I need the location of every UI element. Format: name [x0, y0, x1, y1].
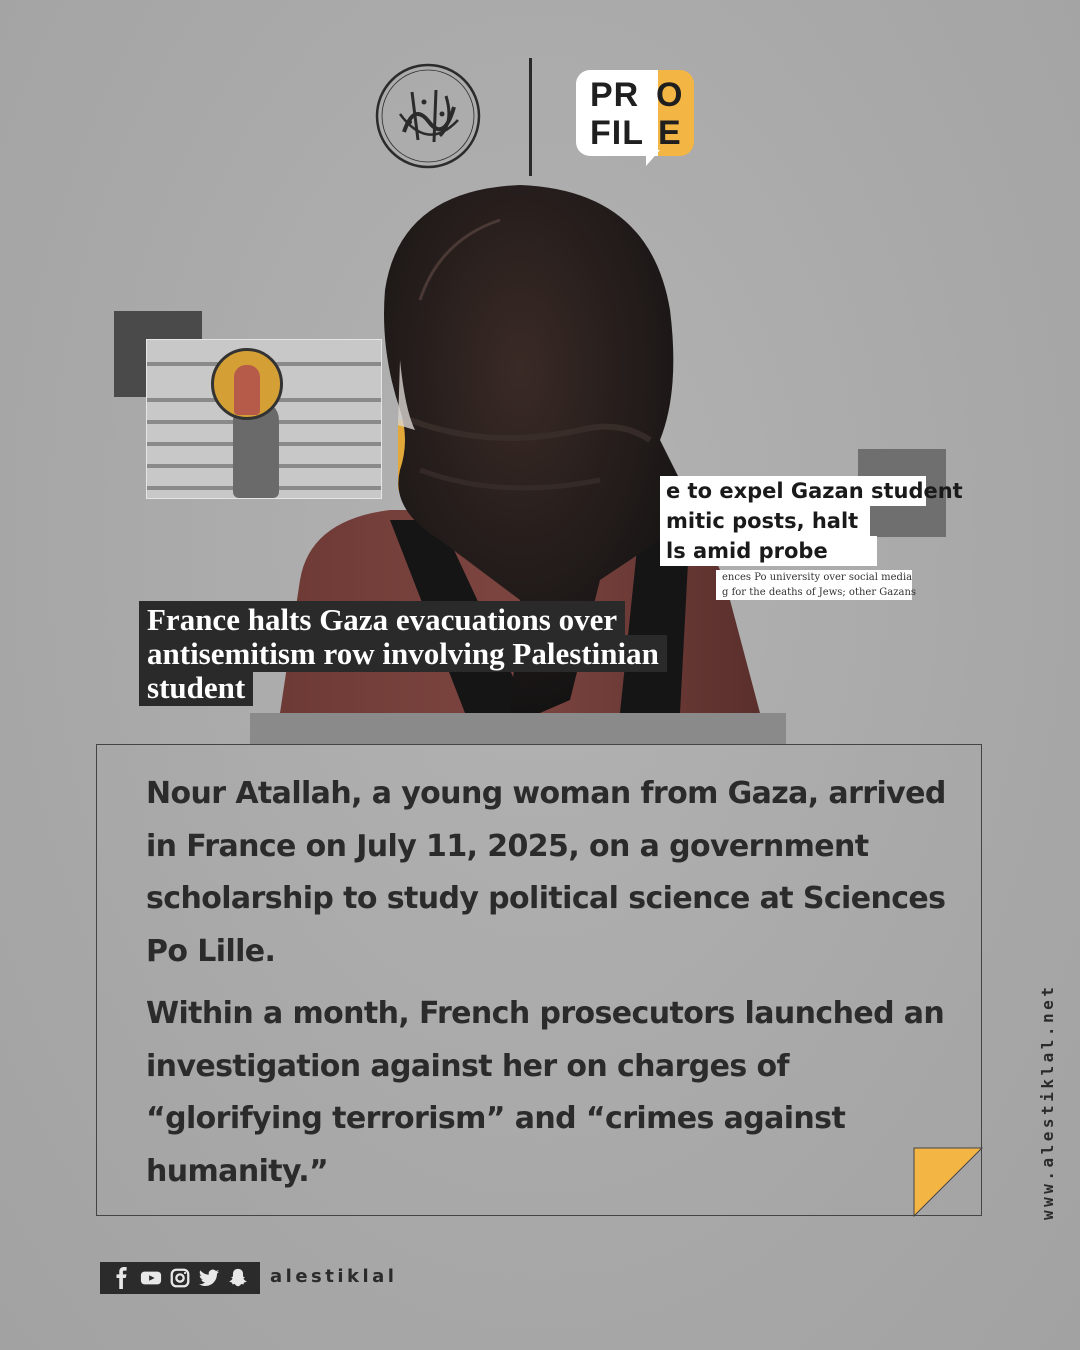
profile-logo: [576, 70, 694, 170]
body-text: [146, 768, 966, 1208]
calligraphy-seal-icon: [374, 62, 482, 170]
twitter-icon[interactable]: [198, 1267, 220, 1289]
snapchat-icon[interactable]: [227, 1267, 249, 1289]
facebook-icon[interactable]: [111, 1267, 133, 1289]
headline-left-text: France halts Gaza evacuations over antisemitism row involving Palestinian student: [139, 601, 667, 706]
profile-logo-line2-right: E: [658, 114, 682, 152]
headline-right-line: e to expel Gazan student: [660, 476, 926, 506]
headline-right-line: mitic posts, halt: [660, 506, 870, 536]
card-top-strip: [250, 713, 786, 745]
headline-clipping-right: [660, 476, 963, 600]
headline-right-line: ls amid probe: [660, 536, 877, 566]
profile-logo-line1-left: PR: [590, 76, 640, 114]
social-icons-bar: [100, 1262, 260, 1294]
profile-logo-line2-left: FIL: [590, 114, 644, 152]
page-fold-corner: [914, 1148, 982, 1216]
instagram-icon[interactable]: [169, 1267, 191, 1289]
social-handle[interactable]: alestiklal: [270, 1266, 398, 1287]
youtube-icon[interactable]: [140, 1267, 162, 1289]
headline-right-subtext: g for the deaths of Jews; other Gazans: [716, 585, 912, 600]
headline-right-subtext: ences Po university over social media: [716, 570, 912, 585]
profile-logo-line1-right: O: [656, 76, 684, 114]
body-paragraph: Within a month, French prosecutors launched an investigation against her on charges of “glorifying terrorism” and “crimes against humanity.”: [146, 996, 945, 1189]
headline-clipping-left: [139, 603, 699, 705]
header-divider: [529, 58, 532, 176]
body-paragraph: Nour Atallah, a young woman from Gaza, arrived in France on July 11, 2025, on a government scholarship to study political science at Sciences Po Lille.: [146, 776, 946, 969]
website-url[interactable]: www.alestiklal.net: [1038, 983, 1057, 1220]
